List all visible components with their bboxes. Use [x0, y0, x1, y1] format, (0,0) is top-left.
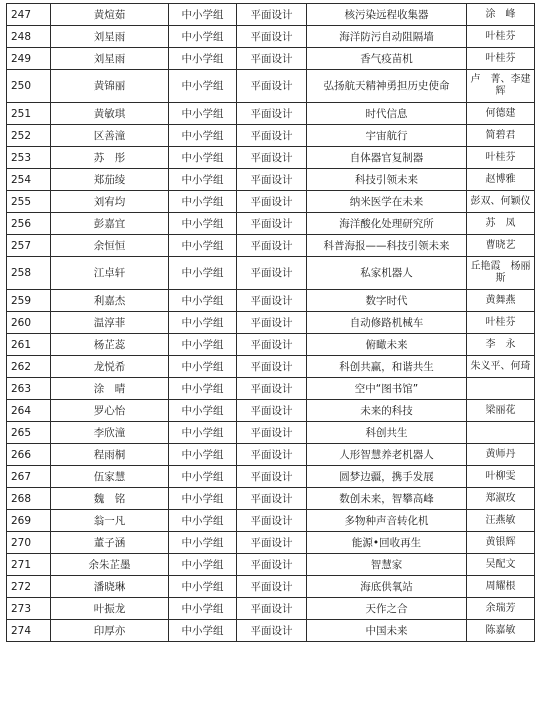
- entry-number-cell: 264: [7, 400, 51, 422]
- award-table: [6, 3, 535, 642]
- student-name-cell: 伍家慧: [51, 466, 169, 488]
- work-title-cell: 时代信息: [307, 103, 467, 125]
- work-title-cell: 科技引领未来: [307, 169, 467, 191]
- category-cell: 平面设计: [237, 334, 307, 356]
- work-title-cell: 自动修路机械车: [307, 312, 467, 334]
- category-cell: 平面设计: [237, 312, 307, 334]
- student-name-cell: 利嘉杰: [51, 290, 169, 312]
- work-title-cell: 纳米医学在未来: [307, 191, 467, 213]
- category-cell: 平面设计: [237, 554, 307, 576]
- student-name-cell: 李欣潼: [51, 422, 169, 444]
- entry-number-cell: 265: [7, 422, 51, 444]
- work-title-cell: 未来的科技: [307, 400, 467, 422]
- table-row: [7, 290, 535, 312]
- teacher-cell: 吴配文: [467, 554, 535, 576]
- student-name-cell: 刘宥均: [51, 191, 169, 213]
- category-cell: 平面设计: [237, 70, 307, 103]
- teacher-cell: 简碧君: [467, 125, 535, 147]
- teacher-cell: 彭双、何颖仪: [467, 191, 535, 213]
- teacher-cell: 李 永: [467, 334, 535, 356]
- table-row: [7, 26, 535, 48]
- table-row: [7, 554, 535, 576]
- teacher-cell: 苏 凤: [467, 213, 535, 235]
- group-cell: 中小学组: [169, 444, 237, 466]
- teacher-cell: 丘艳霞 杨丽斯: [467, 257, 535, 290]
- teacher-cell: 黄银辉: [467, 532, 535, 554]
- student-name-cell: 翁一凡: [51, 510, 169, 532]
- teacher-cell: 汪燕敏: [467, 510, 535, 532]
- category-cell: 平面设计: [237, 422, 307, 444]
- table-row: [7, 356, 535, 378]
- category-cell: 平面设计: [237, 103, 307, 125]
- entry-number-cell: 252: [7, 125, 51, 147]
- table-row: [7, 378, 535, 400]
- category-cell: 平面设计: [237, 356, 307, 378]
- student-name-cell: 苏 彤: [51, 147, 169, 169]
- group-cell: 中小学组: [169, 620, 237, 642]
- entry-number-cell: 254: [7, 169, 51, 191]
- category-cell: 平面设计: [237, 532, 307, 554]
- student-name-cell: 魏 铭: [51, 488, 169, 510]
- group-cell: 中小学组: [169, 26, 237, 48]
- entry-number-cell: 272: [7, 576, 51, 598]
- entry-number-cell: 249: [7, 48, 51, 70]
- category-cell: 平面设计: [237, 147, 307, 169]
- student-name-cell: 余恒恒: [51, 235, 169, 257]
- teacher-cell: [467, 422, 535, 444]
- group-cell: 中小学组: [169, 169, 237, 191]
- student-name-cell: 程雨桐: [51, 444, 169, 466]
- entry-number-cell: 260: [7, 312, 51, 334]
- group-cell: 中小学组: [169, 576, 237, 598]
- entry-number-cell: 268: [7, 488, 51, 510]
- teacher-cell: 涂 峰: [467, 4, 535, 26]
- group-cell: 中小学组: [169, 510, 237, 532]
- table-row: [7, 235, 535, 257]
- group-cell: 中小学组: [169, 70, 237, 103]
- work-title-cell: 能源•回收再生: [307, 532, 467, 554]
- table-row: [7, 576, 535, 598]
- work-title-cell: 数创未来，智攀高峰: [307, 488, 467, 510]
- teacher-cell: 梁丽花: [467, 400, 535, 422]
- table-row: [7, 4, 535, 26]
- entry-number-cell: 253: [7, 147, 51, 169]
- work-title-cell: 海洋酸化处理研究所: [307, 213, 467, 235]
- category-cell: 平面设计: [237, 191, 307, 213]
- category-cell: 平面设计: [237, 466, 307, 488]
- group-cell: 中小学组: [169, 147, 237, 169]
- work-title-cell: 海底供氧站: [307, 576, 467, 598]
- group-cell: 中小学组: [169, 4, 237, 26]
- teacher-cell: 周耀根: [467, 576, 535, 598]
- entry-number-cell: 267: [7, 466, 51, 488]
- student-name-cell: 龙悦希: [51, 356, 169, 378]
- teacher-cell: 黄师丹: [467, 444, 535, 466]
- category-cell: 平面设计: [237, 125, 307, 147]
- table-row: [7, 191, 535, 213]
- entry-number-cell: 258: [7, 257, 51, 290]
- entry-number-cell: 262: [7, 356, 51, 378]
- teacher-cell: 朱义平、何琦: [467, 356, 535, 378]
- work-title-cell: 中国未来: [307, 620, 467, 642]
- teacher-cell: 陈嘉敏: [467, 620, 535, 642]
- teacher-cell: 曹晓艺: [467, 235, 535, 257]
- work-title-cell: 科创共赢，和谐共生: [307, 356, 467, 378]
- student-name-cell: 区善潼: [51, 125, 169, 147]
- work-title-cell: 核污染远程收集器: [307, 4, 467, 26]
- student-name-cell: 罗心怡: [51, 400, 169, 422]
- table-row: [7, 103, 535, 125]
- work-title-cell: 香气疫苗机: [307, 48, 467, 70]
- work-title-cell: 天作之合: [307, 598, 467, 620]
- entry-number-cell: 263: [7, 378, 51, 400]
- teacher-cell: 赵博雅: [467, 169, 535, 191]
- category-cell: 平面设计: [237, 510, 307, 532]
- entry-number-cell: 250: [7, 70, 51, 103]
- entry-number-cell: 257: [7, 235, 51, 257]
- table-row: [7, 444, 535, 466]
- student-name-cell: 温淳菲: [51, 312, 169, 334]
- work-title-cell: 空中“图书馆”: [307, 378, 467, 400]
- entry-number-cell: 259: [7, 290, 51, 312]
- category-cell: 平面设计: [237, 598, 307, 620]
- teacher-cell: 叶桂芬: [467, 312, 535, 334]
- teacher-cell: 郑淑玫: [467, 488, 535, 510]
- student-name-cell: 叶振龙: [51, 598, 169, 620]
- category-cell: 平面设计: [237, 26, 307, 48]
- group-cell: 中小学组: [169, 488, 237, 510]
- student-name-cell: 潘晓琳: [51, 576, 169, 598]
- table-row: [7, 620, 535, 642]
- work-title-cell: 海洋防污自动阻隔墙: [307, 26, 467, 48]
- table-row: [7, 532, 535, 554]
- group-cell: 中小学组: [169, 290, 237, 312]
- group-cell: 中小学组: [169, 48, 237, 70]
- work-title-cell: 数字时代: [307, 290, 467, 312]
- entry-number-cell: 248: [7, 26, 51, 48]
- teacher-cell: 余瑞芳: [467, 598, 535, 620]
- teacher-cell: 卢 菁、李建辉: [467, 70, 535, 103]
- award-list-sheet: [6, 3, 534, 642]
- teacher-cell: 叶桂芬: [467, 26, 535, 48]
- entry-number-cell: 255: [7, 191, 51, 213]
- table-row: [7, 257, 535, 290]
- group-cell: 中小学组: [169, 191, 237, 213]
- student-name-cell: 杨芷蕊: [51, 334, 169, 356]
- teacher-cell: 叶柳雯: [467, 466, 535, 488]
- table-row: [7, 169, 535, 191]
- category-cell: 平面设计: [237, 620, 307, 642]
- entry-number-cell: 266: [7, 444, 51, 466]
- student-name-cell: 江卓轩: [51, 257, 169, 290]
- group-cell: 中小学组: [169, 125, 237, 147]
- table-row: [7, 334, 535, 356]
- student-name-cell: 郑茄绫: [51, 169, 169, 191]
- student-name-cell: 黄敏琪: [51, 103, 169, 125]
- award-table-body: [7, 4, 535, 642]
- category-cell: 平面设计: [237, 213, 307, 235]
- category-cell: 平面设计: [237, 4, 307, 26]
- work-title-cell: 科创共生: [307, 422, 467, 444]
- category-cell: 平面设计: [237, 400, 307, 422]
- work-title-cell: 私家机器人: [307, 257, 467, 290]
- table-row: [7, 422, 535, 444]
- work-title-cell: 俯瞰未来: [307, 334, 467, 356]
- student-name-cell: 董子涵: [51, 532, 169, 554]
- category-cell: 平面设计: [237, 488, 307, 510]
- teacher-cell: 叶桂芬: [467, 48, 535, 70]
- table-row: [7, 400, 535, 422]
- table-row: [7, 510, 535, 532]
- table-row: [7, 466, 535, 488]
- entry-number-cell: 269: [7, 510, 51, 532]
- teacher-cell: [467, 378, 535, 400]
- group-cell: 中小学组: [169, 400, 237, 422]
- category-cell: 平面设计: [237, 257, 307, 290]
- category-cell: 平面设计: [237, 48, 307, 70]
- table-row: [7, 213, 535, 235]
- entry-number-cell: 261: [7, 334, 51, 356]
- group-cell: 中小学组: [169, 235, 237, 257]
- group-cell: 中小学组: [169, 356, 237, 378]
- work-title-cell: 多物种声音转化机: [307, 510, 467, 532]
- group-cell: 中小学组: [169, 598, 237, 620]
- work-title-cell: 人形智慧养老机器人: [307, 444, 467, 466]
- student-name-cell: 印厚亦: [51, 620, 169, 642]
- teacher-cell: 叶桂芬: [467, 147, 535, 169]
- work-title-cell: 宇宙航行: [307, 125, 467, 147]
- student-name-cell: 涂 晴: [51, 378, 169, 400]
- group-cell: 中小学组: [169, 257, 237, 290]
- student-name-cell: 余朱芷墨: [51, 554, 169, 576]
- student-name-cell: 黄煊茹: [51, 4, 169, 26]
- table-row: [7, 488, 535, 510]
- student-name-cell: 黄锦丽: [51, 70, 169, 103]
- entry-number-cell: 274: [7, 620, 51, 642]
- group-cell: 中小学组: [169, 103, 237, 125]
- work-title-cell: 弘扬航天精神勇担历史使命: [307, 70, 467, 103]
- group-cell: 中小学组: [169, 532, 237, 554]
- entry-number-cell: 256: [7, 213, 51, 235]
- group-cell: 中小学组: [169, 554, 237, 576]
- category-cell: 平面设计: [237, 378, 307, 400]
- group-cell: 中小学组: [169, 422, 237, 444]
- category-cell: 平面设计: [237, 576, 307, 598]
- work-title-cell: 圆梦边疆，携手发展: [307, 466, 467, 488]
- work-title-cell: 科普海报——科技引领未来: [307, 235, 467, 257]
- entry-number-cell: 247: [7, 4, 51, 26]
- category-cell: 平面设计: [237, 169, 307, 191]
- entry-number-cell: 273: [7, 598, 51, 620]
- group-cell: 中小学组: [169, 334, 237, 356]
- work-title-cell: 自体器官复制器: [307, 147, 467, 169]
- table-row: [7, 125, 535, 147]
- group-cell: 中小学组: [169, 466, 237, 488]
- student-name-cell: 彭嘉宜: [51, 213, 169, 235]
- entry-number-cell: 270: [7, 532, 51, 554]
- category-cell: 平面设计: [237, 235, 307, 257]
- group-cell: 中小学组: [169, 213, 237, 235]
- entry-number-cell: 251: [7, 103, 51, 125]
- student-name-cell: 刘星雨: [51, 48, 169, 70]
- teacher-cell: 黄舞燕: [467, 290, 535, 312]
- teacher-cell: 何德建: [467, 103, 535, 125]
- entry-number-cell: 271: [7, 554, 51, 576]
- category-cell: 平面设计: [237, 290, 307, 312]
- table-row: [7, 147, 535, 169]
- table-row: [7, 598, 535, 620]
- table-row: [7, 312, 535, 334]
- work-title-cell: 智慧家: [307, 554, 467, 576]
- group-cell: 中小学组: [169, 312, 237, 334]
- student-name-cell: 刘星雨: [51, 26, 169, 48]
- category-cell: 平面设计: [237, 444, 307, 466]
- table-row: [7, 48, 535, 70]
- table-row: [7, 70, 535, 103]
- group-cell: 中小学组: [169, 378, 237, 400]
